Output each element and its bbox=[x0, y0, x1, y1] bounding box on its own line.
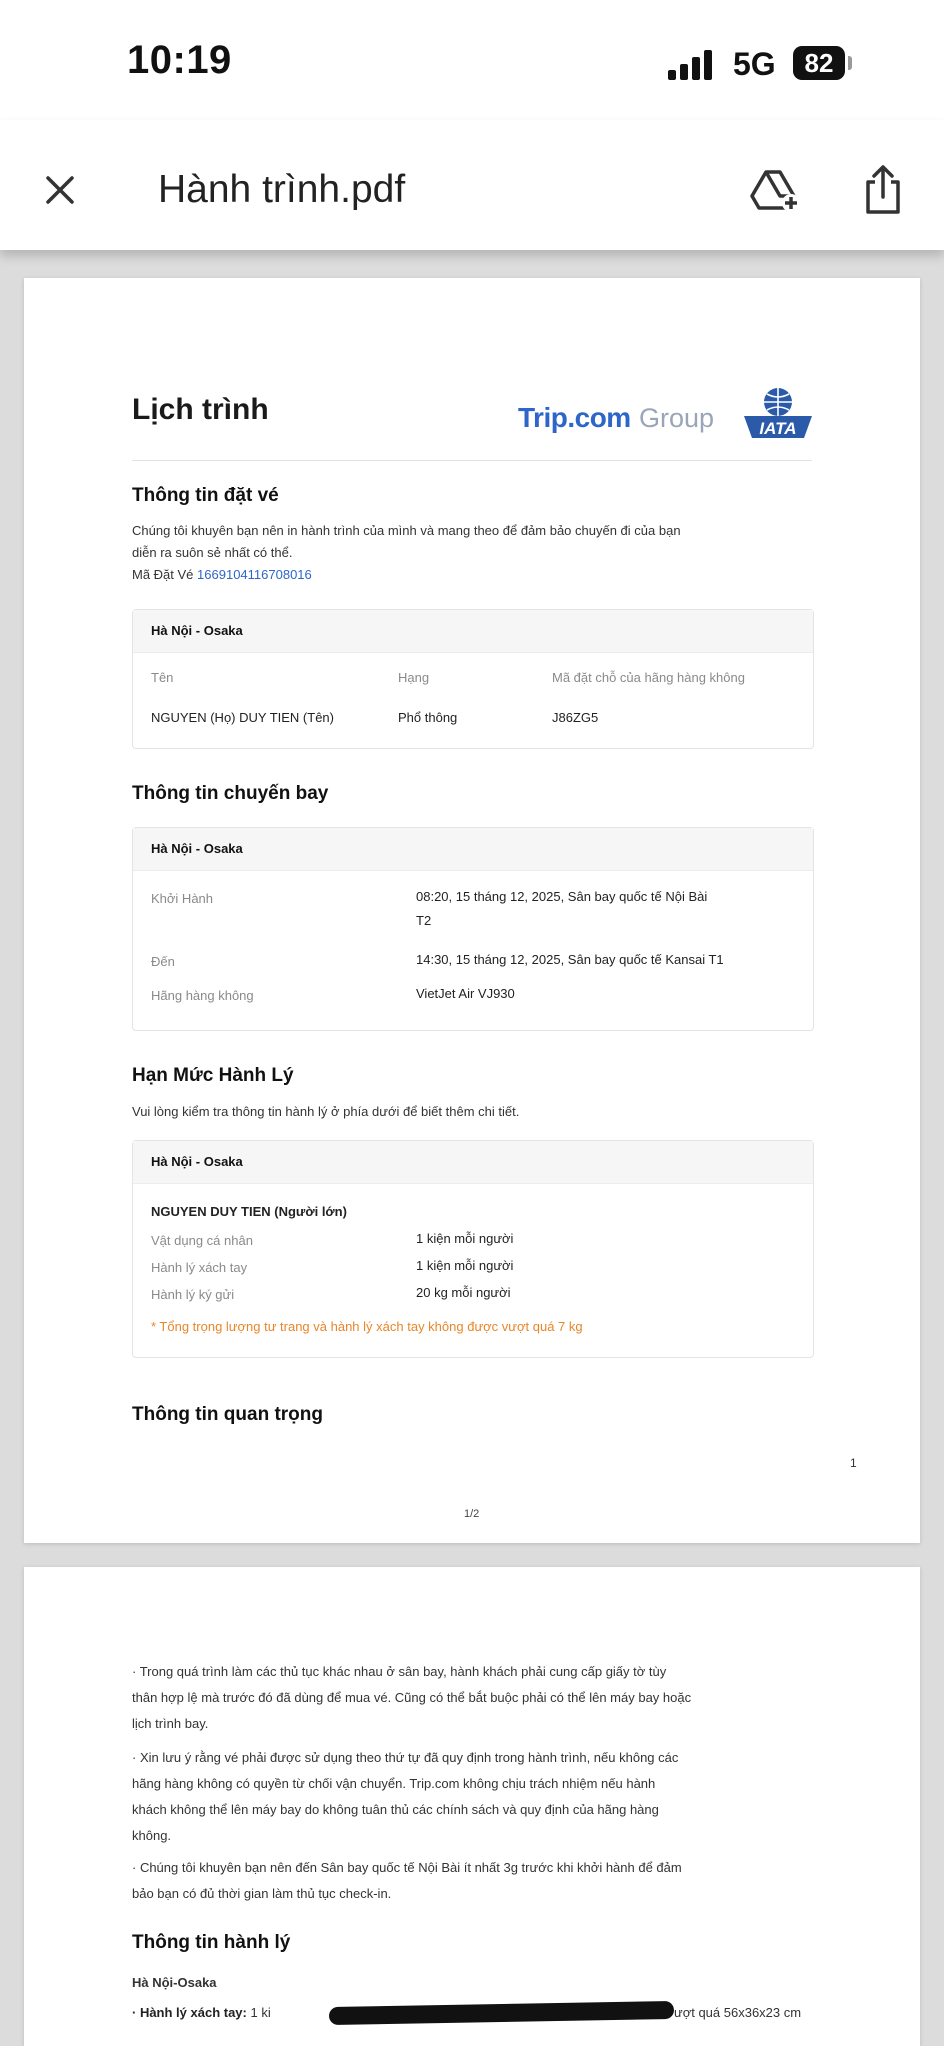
network-type: 5G bbox=[733, 46, 776, 82]
battery-icon: 82 bbox=[793, 46, 845, 80]
col-class-label: Hạng bbox=[398, 670, 430, 685]
carryon-label: Hành lý xách tay bbox=[151, 1260, 248, 1275]
iata-logo-icon bbox=[740, 386, 816, 438]
flight-route: Hà Nội - Osaka bbox=[133, 828, 813, 871]
baggage-passenger: NGUYEN DUY TIEN (Người lớn) bbox=[151, 1204, 347, 1219]
important-bullet-3 bbox=[132, 1855, 822, 1907]
bullet1-line1: · Trong quá trình làm các thủ tục khác nhau ở sân bay, hành khách phải cung cấp giấy tờ tùy bbox=[132, 1664, 667, 1679]
page-number: 1 bbox=[850, 1456, 857, 1470]
arrive-value: 14:30, 15 tháng 12, 2025, Sân bay quốc tế Kansai T1 bbox=[416, 952, 724, 967]
booking-info-heading: Thông tin đặt vé bbox=[132, 485, 279, 506]
tripcom-group-text: Group bbox=[639, 403, 715, 433]
carryon-detail-end: ượt quá 56x36x23 cm bbox=[674, 2005, 802, 2020]
important-bullet-2 bbox=[132, 1745, 822, 1849]
flight-info-heading: Thông tin chuyến bay bbox=[132, 783, 329, 804]
drive-add-icon bbox=[750, 166, 802, 214]
carryon-detail-label: · Hành lý xách tay: bbox=[132, 2005, 247, 2020]
bullet3-line2: bảo bạn có đủ thời gian làm thủ tục check-in. bbox=[132, 1886, 392, 1901]
weight-warning: * Tổng trọng lượng tư trang và hành lý xách tay không được vượt quá 7 kg bbox=[151, 1319, 583, 1334]
close-icon bbox=[40, 170, 80, 210]
pdf-page-2 bbox=[24, 1567, 920, 2046]
add-to-drive-button[interactable] bbox=[750, 166, 802, 214]
depart-line2: T2 bbox=[416, 913, 432, 928]
col-name-label: Tên bbox=[151, 670, 174, 685]
booking-card bbox=[132, 609, 814, 749]
bullet1-line2: thân hợp lệ mà trước đó đã dùng để mua vé. Cũng có thể bắt buộc phải có thể lên máy bay hoặc bbox=[132, 1690, 692, 1705]
status-time: 10:19 bbox=[127, 38, 232, 82]
pdf-page-1 bbox=[24, 278, 920, 1543]
important-bullet-1 bbox=[132, 1659, 822, 1737]
booking-code-row bbox=[132, 564, 832, 586]
page-count: 1/2 bbox=[464, 1508, 480, 1520]
flight-card bbox=[132, 827, 814, 1031]
bullet2-line3: khách không thể lên máy bay do không tuân thủ các chính sách và quy định của hãng hàng bbox=[132, 1802, 659, 1817]
checked-label: Hành lý ký gửi bbox=[151, 1287, 235, 1302]
carryon-value: 1 kiện mỗi người bbox=[416, 1258, 514, 1273]
baggage-info-heading: Thông tin hành lý bbox=[132, 1932, 291, 1953]
baggage-card bbox=[132, 1140, 814, 1358]
document-title: Hành trình.pdf bbox=[158, 168, 406, 211]
bullet1-line3: lịch trình bay. bbox=[132, 1716, 209, 1731]
bullet2-line4: không. bbox=[132, 1828, 172, 1843]
share-button[interactable] bbox=[858, 164, 908, 216]
important-info-heading: Thông tin quan trọng bbox=[132, 1404, 324, 1425]
depart-label: Khởi Hành bbox=[151, 891, 214, 906]
airline-value: VietJet Air VJ930 bbox=[416, 986, 515, 1001]
header-divider bbox=[132, 460, 812, 461]
booking-route: Hà Nội - Osaka bbox=[133, 610, 813, 653]
bullet2-line2: hãng hàng không có quyền từ chối vận chuyển. Trip.com không chịu trách nhiệm nếu hành bbox=[132, 1776, 656, 1791]
status-bar bbox=[0, 0, 944, 120]
depart-value bbox=[416, 885, 707, 933]
airline-pnr: J86ZG5 bbox=[552, 710, 599, 725]
col-pnr-label: Mã đặt chỗ của hãng hàng không bbox=[552, 670, 745, 685]
booking-code-label: Mã Đặt Vé bbox=[132, 567, 194, 582]
share-icon bbox=[858, 164, 908, 216]
signal-icon bbox=[668, 50, 718, 80]
booking-intro-line1: Chúng tôi khuyên bạn nên in hành trình của mình và mang theo để đảm bảo chuyến đi của bạn bbox=[132, 523, 681, 538]
tripcom-logo-text: Trip.com bbox=[518, 402, 631, 433]
personal-item-label: Vật dụng cá nhân bbox=[151, 1233, 253, 1248]
depart-line1: 08:20, 15 tháng 12, 2025, Sân bay quốc tế Nội Bài bbox=[416, 889, 708, 904]
svg-text:IATA: IATA bbox=[759, 419, 797, 438]
baggage-route: Hà Nội - Osaka bbox=[133, 1141, 813, 1184]
baggage-route-label: Hà Nội-Osaka bbox=[132, 1975, 217, 1990]
bullet3-line1: · Chúng tôi khuyên bạn nên đến Sân bay quốc tế Nội Bài ít nhất 3g trước khi khởi hành để đảm bbox=[132, 1860, 682, 1875]
itinerary-title: Lịch trình bbox=[132, 393, 269, 426]
booking-intro bbox=[132, 520, 832, 586]
carryon-detail-start: 1 ki bbox=[250, 2005, 271, 2020]
baggage-allowance-heading: Hạn Mức Hành Lý bbox=[132, 1065, 294, 1086]
booking-intro-line2: diễn ra suôn sẻ nhất có thể. bbox=[132, 545, 293, 560]
personal-item-value: 1 kiện mỗi người bbox=[416, 1231, 514, 1246]
arrive-label: Đến bbox=[151, 954, 175, 969]
passenger-name: NGUYEN (Họ) DUY TIEN (Tên) bbox=[151, 710, 334, 725]
airline-label: Hãng hàng không bbox=[151, 988, 254, 1003]
booking-code-link[interactable]: 1669104116708016 bbox=[197, 567, 312, 582]
battery-tip bbox=[848, 56, 852, 70]
fare-class: Phổ thông bbox=[398, 710, 458, 725]
bullet2-line1: · Xin lưu ý rằng vé phải được sử dụng theo thứ tự đã quy định trong hành trình, nếu không các bbox=[132, 1750, 679, 1765]
checked-value: 20 kg mỗi người bbox=[416, 1285, 511, 1300]
baggage-note: Vui lòng kiểm tra thông tin hành lý ở phía dưới để biết thêm chi tiết. bbox=[132, 1104, 520, 1119]
close-button[interactable] bbox=[40, 170, 80, 210]
app-bar bbox=[0, 120, 944, 250]
